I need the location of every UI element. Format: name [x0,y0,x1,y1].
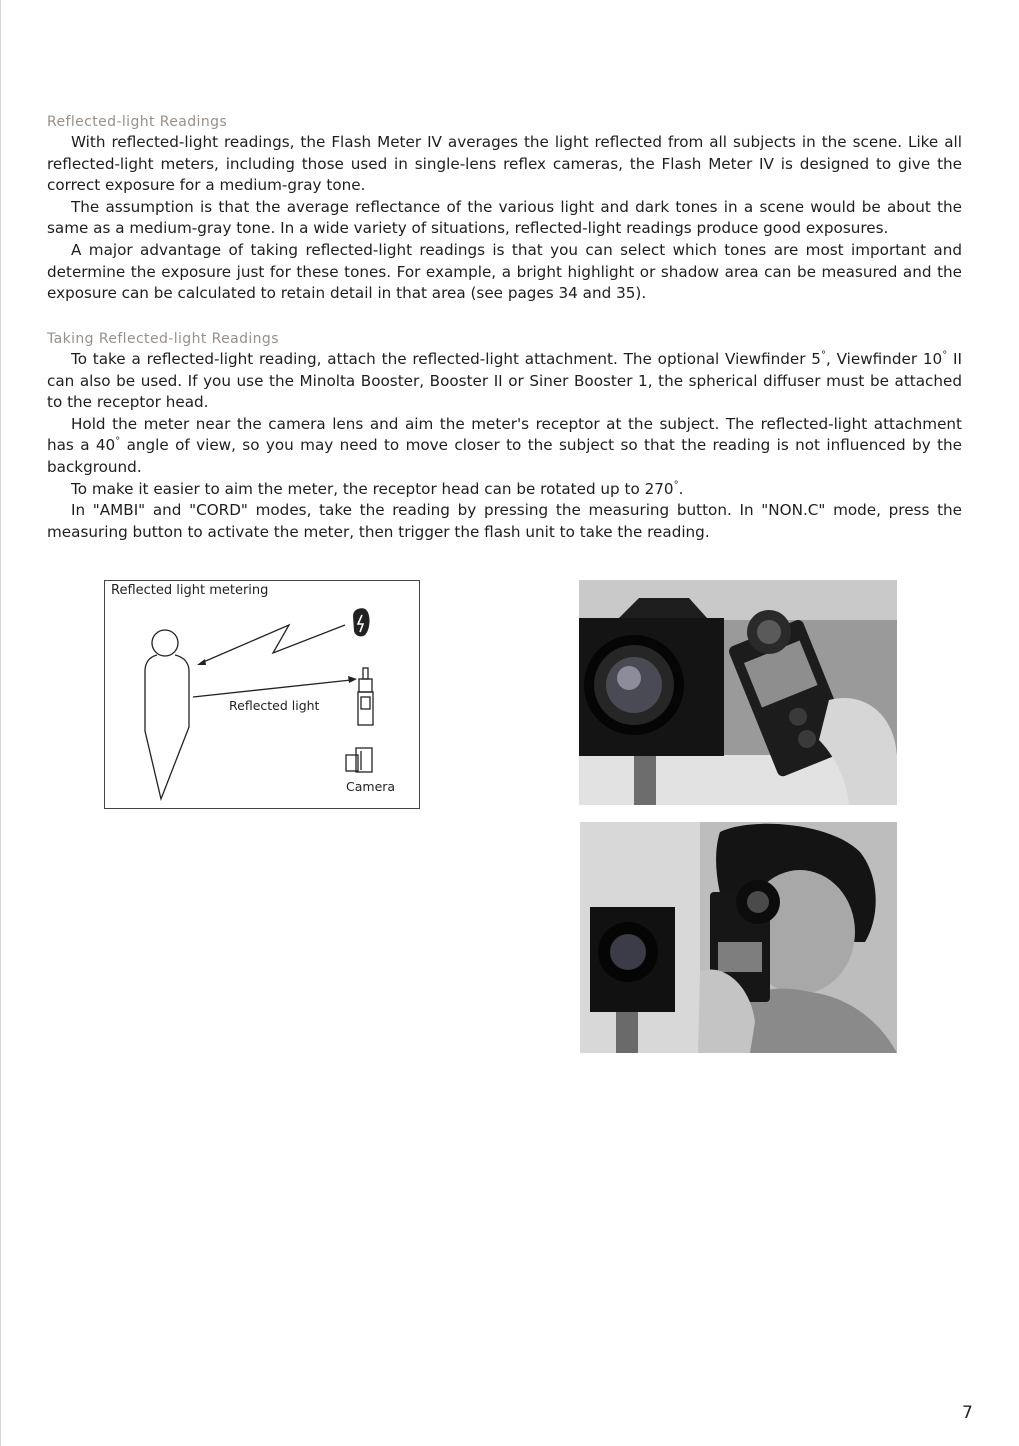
camera-label: Camera [346,779,396,794]
photo-camera-and-meter-image [579,580,897,805]
text: angle of view, so you may need to move closer to the subject so that the reading is not influenced by the background. [47,436,962,476]
text: Hold the meter near the camera lens and aim the meter's receptor at the subject. The reflected-light attachment has a 40 [47,414,962,455]
text: To take a reflected-light reading, attach the reflected-light attachment. The optional Viewfinder 5 [71,350,821,368]
reflected-light-diagram [104,580,420,809]
photo-man-metering [580,822,897,1053]
degree: ° [942,349,948,361]
page-edge [0,0,1,1446]
photo-man-metering-image [580,822,897,1053]
flash-light-path [201,625,345,663]
diagram-drawing [105,581,421,810]
degree: ° [820,349,826,361]
page-number: 7 [962,1403,973,1423]
person-body-icon [145,655,189,799]
paragraph: The assumption is that the average reflectance of the various light and dark tones in a scene would be about the same as a medium-gray tone. In a wide variety of situations, reflected-light readings produce good exposures. [47,197,962,238]
paragraph: A major advantage of taking reflected-light readings is that you can select which tones are most important and determine the exposure just for these tones. For example, a bright highlight or shadow area can be measured and the exposure can be calculated to retain detail in that area (see pages 34 and 35). [47,240,962,303]
reflected-light-arrow [193,680,351,697]
section-heading: Reflected-light Readings [47,114,228,130]
paragraph: With reflected-light readings, the Flash Meter IV averages the light reflected from all subjects in the scene. Like all reflected-light meters, including those used in single-lens reflex cameras, the Flash Meter IV is designed to give the correct exposure for a medium-gray tone. [47,133,962,195]
person-head-icon [152,630,178,656]
photo-camera-and-meter [579,580,897,805]
flash-unit-icon [353,608,370,636]
degree: ° [115,436,121,448]
paragraph: In "AMBI" and "CORD" modes, take the reading by pressing the measuring button. In "NON.C" mode, press the measuring button to activate the meter, then trigger the flash unit to take the reading. [47,501,962,541]
section-heading: Taking Reflected-light Readings [47,331,279,347]
section-reflected-light-readings [47,114,962,305]
reflected-light-label: Reflected light [229,698,320,713]
section-taking-reflected-light-readings [47,331,962,543]
paragraph [47,349,962,414]
text: II can also be used. If you use the Minolta Booster, Booster II or Siner Booster 1, the spherical diffuser must be attached to the receptor head. [47,350,962,412]
text: To make it easier to aim the meter, the receptor head can be rotated up to 270 [71,479,674,498]
diagram-title: Reflected light metering [111,583,269,598]
text: , Viewfinder 10 [825,350,943,368]
paragraph [47,479,962,501]
text: . [678,479,684,498]
degree: ° [673,479,679,491]
paragraph [47,414,962,479]
